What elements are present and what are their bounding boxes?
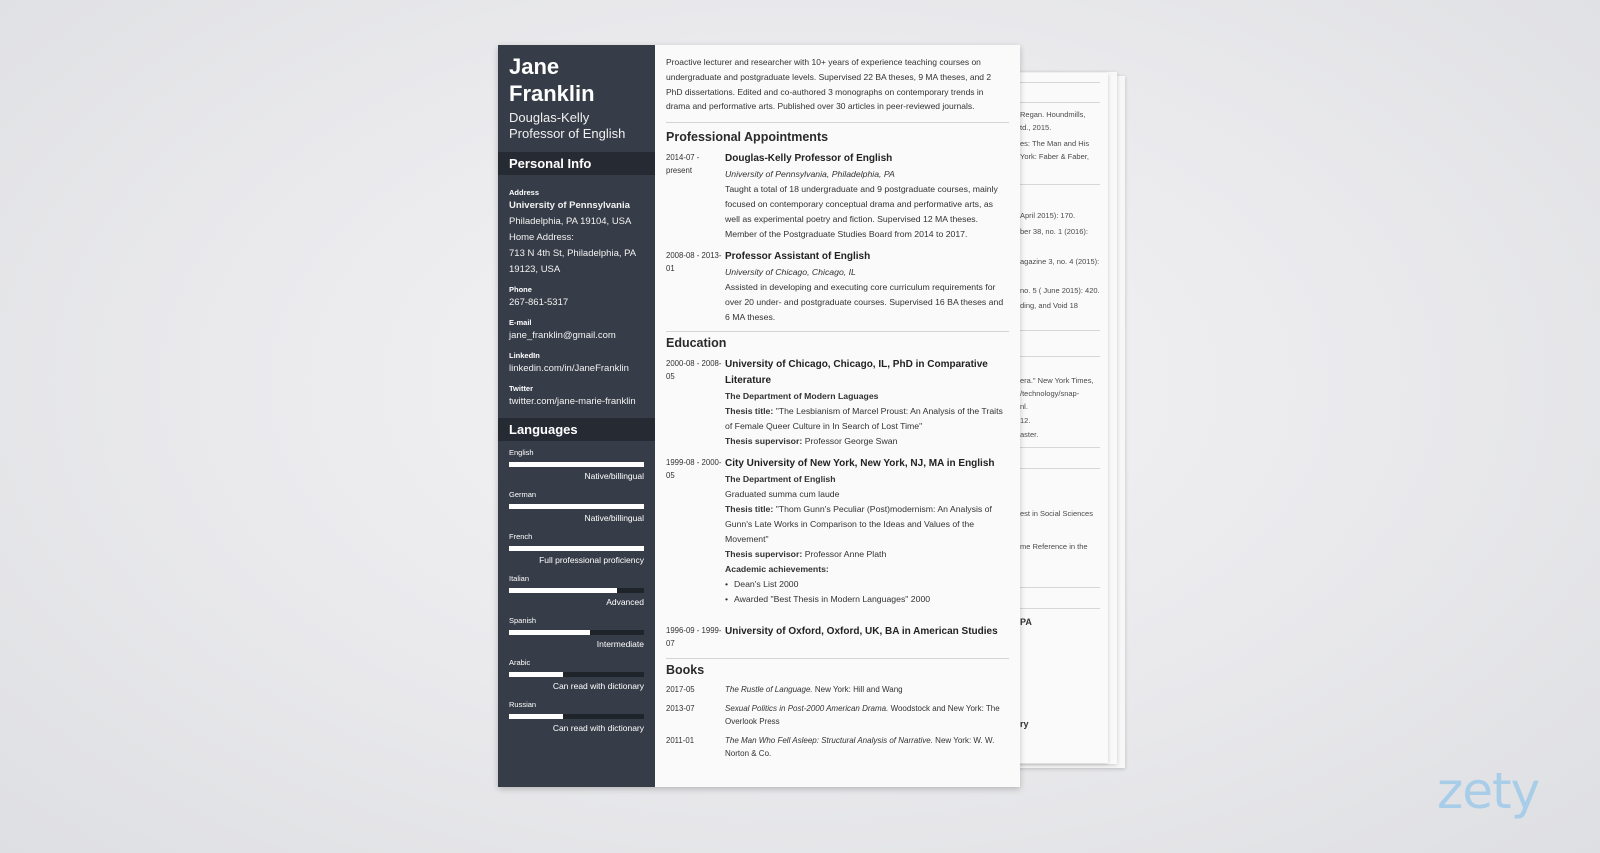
education-heading: Education xyxy=(666,331,1009,350)
book-publisher: New York: W. W. Norton & Co. xyxy=(725,736,995,759)
language-bar xyxy=(509,630,644,635)
language-name: French xyxy=(509,532,533,541)
language-level: Can read with dictionary xyxy=(552,681,644,691)
back-page-text: York: Faber & Faber, xyxy=(1020,152,1089,161)
personal-info xyxy=(498,175,655,410)
back-page-divider xyxy=(1020,447,1100,448)
address-label: Address xyxy=(509,188,540,197)
back-page-text: PA xyxy=(1020,617,1032,627)
candidate-name: Jane Franklin xyxy=(509,54,595,106)
book-entry xyxy=(666,702,1009,728)
language-level: Advanced xyxy=(606,597,644,607)
language-level: Native/billingual xyxy=(584,513,644,523)
entry-date: 2013-07 xyxy=(666,704,695,714)
entry-date: 2014-07 - present xyxy=(666,153,700,176)
thesis-title: "The Lesbianism of Marcel Proust: An Analysis of the Traits of Female Queer Culture in In Search of Lost Time" xyxy=(725,406,1003,432)
linkedin-label: LinkedIn xyxy=(509,351,540,360)
language-name: Italian xyxy=(509,574,530,583)
thesis-label: Thesis title: xyxy=(725,504,774,515)
education-entry xyxy=(666,624,1009,650)
language-bar xyxy=(509,714,644,719)
language-bar xyxy=(509,546,644,551)
back-page-text: nl. xyxy=(1020,402,1028,411)
supervisor-name: Professor Anne Plath xyxy=(804,549,887,560)
back-page-divider xyxy=(1020,330,1100,331)
twitter-label: Twitter xyxy=(509,384,534,393)
back-page-divider xyxy=(1020,587,1100,588)
phone-label: Phone xyxy=(509,285,532,294)
email-label: E-mail xyxy=(509,318,532,327)
back-page-divider xyxy=(1020,468,1100,469)
linkedin-value: linkedin.com/in/JaneFranklin xyxy=(509,363,629,374)
profile-summary: Proactive lecturer and researcher with 10+ years of experience teaching courses on undergraduate and postgraduate levels. Supervised 22 BA theses, 9 MA theses, and 2 PhD dissertations. Edited and co-authored 3 monographs on contemporary trends in drama and performative arts. Published over 30 articles in peer-reviewed journals. xyxy=(666,57,992,112)
back-page-text: td., 2015. xyxy=(1020,123,1052,132)
appointment-entry xyxy=(666,249,1009,325)
language-item xyxy=(498,657,655,693)
back-page-divider xyxy=(1020,102,1100,103)
entry-note: Graduated summa cum laude xyxy=(725,489,840,500)
language-level: Full professional proficiency xyxy=(539,555,644,565)
language-bar xyxy=(509,504,644,509)
entry-title: University of Oxford, Oxford, UK, BA in American Studies xyxy=(725,626,998,638)
home-address: 713 N 4th St, Philadelphia, PA 19123, USA xyxy=(509,248,636,275)
entry-description: Taught a total of 18 undergraduate and 9 postgraduate courses, mainly focused on contemporary conceptual drama and performative arts, as well as experimental poetry and fiction. Supervised 12 MA theses. Member of the Postgraduate Studies Board from 2014 to 2017. xyxy=(725,184,998,240)
entry-title: Douglas-Kelly Professor of English xyxy=(725,153,893,165)
entry-title: Professor Assistant of English xyxy=(725,251,871,263)
language-level: Can read with dictionary xyxy=(552,723,644,733)
language-name: English xyxy=(509,448,534,457)
book-entry xyxy=(666,734,1009,760)
email-value: jane_franklin@gmail.com xyxy=(509,330,616,341)
address-line2: Philadelphia, PA 19104, USA xyxy=(509,216,632,227)
language-level: Intermediate xyxy=(596,639,644,649)
achievement-item: • Dean's List 2000 xyxy=(725,577,1009,592)
resume-page xyxy=(498,45,1020,787)
book-title: Sexual Politics in Post-2000 American Drama. xyxy=(725,704,889,714)
language-bar xyxy=(509,672,644,677)
back-page-text: ding, and Void 18 xyxy=(1020,301,1078,310)
education-entry xyxy=(666,357,1009,449)
back-page-text: me Reference in the xyxy=(1020,542,1088,551)
back-page-text: es: The Man and His xyxy=(1020,139,1090,148)
zety-logo: zety xyxy=(1437,762,1540,820)
language-item xyxy=(498,573,655,609)
entry-date: 2008-08 - 2013-01 xyxy=(666,251,722,274)
entry-date: 2000-08 - 2008-05 xyxy=(666,359,722,382)
entry-supervisor xyxy=(725,434,1009,449)
entry-department: The Department of Modern Laguages xyxy=(725,391,879,402)
supervisor-label: Thesis supervisor: xyxy=(725,549,803,560)
thesis-title: "Thom Gunn's Peculiar (Post)modernism: An Analysis of Gunn's Late Works in Comparison to the Ideas and Values of the Movement" xyxy=(725,504,992,545)
resume-main xyxy=(655,45,1020,787)
language-bar-fill xyxy=(509,504,644,509)
back-page-text: Regan. Houndmills, xyxy=(1020,110,1086,119)
supervisor-label: Thesis supervisor: xyxy=(725,436,803,447)
entry-place: University of Pennsylvania, Philadelphia, PA xyxy=(725,169,895,180)
book-title: The Man Who Fell Asleep: Structural Analysis of Narrative. xyxy=(725,736,933,746)
entry-date: 2017-05 xyxy=(666,685,695,695)
language-item xyxy=(498,489,655,525)
back-page-text: aster. xyxy=(1020,430,1039,439)
back-page-text: 12. xyxy=(1020,416,1031,425)
back-page-text: est in Social Sciences xyxy=(1020,509,1093,518)
entry-date: 1996-09 - 1999-07 xyxy=(666,626,722,649)
language-bar-fill xyxy=(509,588,617,593)
appointments-heading: Professional Appointments xyxy=(666,122,1009,144)
book-publisher: New York: Hill and Wang xyxy=(814,685,903,695)
language-bar-fill xyxy=(509,714,563,719)
entry-place: University of Chicago, Chicago, IL xyxy=(725,267,856,278)
book-title: The Rustle of Language. xyxy=(725,685,813,695)
back-page-divider xyxy=(1020,184,1100,185)
language-name: Arabic xyxy=(509,658,531,667)
personal-info-heading: Personal Info xyxy=(498,152,655,175)
appointment-entry xyxy=(666,151,1009,242)
language-item xyxy=(498,531,655,567)
language-bar xyxy=(509,462,644,467)
language-bar-fill xyxy=(509,630,590,635)
language-name: Spanish xyxy=(509,616,537,625)
home-address-label: Home Address: xyxy=(509,232,574,243)
back-page-text: ry xyxy=(1020,719,1029,729)
back-page-divider xyxy=(1020,608,1100,609)
languages-heading: Languages xyxy=(498,418,655,441)
back-page-text: ber 38, no. 1 (2016): xyxy=(1020,227,1088,236)
language-name: Russian xyxy=(509,700,537,709)
resume-sidebar xyxy=(498,45,655,787)
entry-supervisor xyxy=(725,547,1009,562)
entry-title: City University of New York, New York, NJ, MA in English xyxy=(725,458,995,470)
book-entry xyxy=(666,683,1009,696)
thesis-label: Thesis title: xyxy=(725,406,774,417)
achievement-item: • Awarded "Best Thesis in Modern Languages" 2000 xyxy=(725,592,1009,607)
back-page-divider xyxy=(1020,356,1100,357)
language-name: German xyxy=(509,490,537,499)
address-line1: University of Pennsylvania xyxy=(509,200,630,211)
entry-description: Assisted in developing and executing core curriculum requirements for over 20 under- and postgraduate courses. Supervised 16 BA theses and 6 MA theses. xyxy=(725,282,1004,323)
back-page-text: era." New York Times, xyxy=(1020,376,1094,385)
back-page-text: agazine 3, no. 4 (2015): xyxy=(1020,257,1100,266)
entry-thesis xyxy=(725,502,1009,547)
back-page-divider xyxy=(1020,82,1100,83)
entry-title: University of Chicago, Chicago, IL, PhD in Comparative Literature xyxy=(725,359,988,387)
back-page-text: April 2015): 170. xyxy=(1020,211,1076,220)
language-bar-fill xyxy=(509,672,563,677)
back-page-text: /technology/snap- xyxy=(1020,389,1080,398)
phone-value: 267-861-5317 xyxy=(509,297,569,308)
language-bar-fill xyxy=(509,462,644,467)
language-item xyxy=(498,447,655,483)
twitter-value: twitter.com/jane-marie-franklin xyxy=(509,396,636,407)
education-entry xyxy=(666,456,1009,607)
supervisor-name: Professor George Swan xyxy=(804,436,898,447)
back-page-text: no. 5 ( June 2015): 420. xyxy=(1020,286,1100,295)
candidate-job-title: Douglas-Kelly Professor of English xyxy=(509,110,626,141)
language-item xyxy=(498,615,655,651)
books-heading: Books xyxy=(666,658,1009,677)
achievements-label: Academic achievements: xyxy=(725,564,829,575)
entry-date: 2011-01 xyxy=(666,736,695,746)
language-item xyxy=(498,699,655,735)
entry-thesis xyxy=(725,404,1009,434)
language-level: Native/billingual xyxy=(584,471,644,481)
entry-department: The Department of English xyxy=(725,474,836,485)
language-bar-fill xyxy=(509,546,644,551)
language-bar xyxy=(509,588,644,593)
entry-date: 1999-08 - 2000-05 xyxy=(666,458,722,481)
book-publisher: Woodstock and New York: The Overlook Press xyxy=(725,704,1000,727)
